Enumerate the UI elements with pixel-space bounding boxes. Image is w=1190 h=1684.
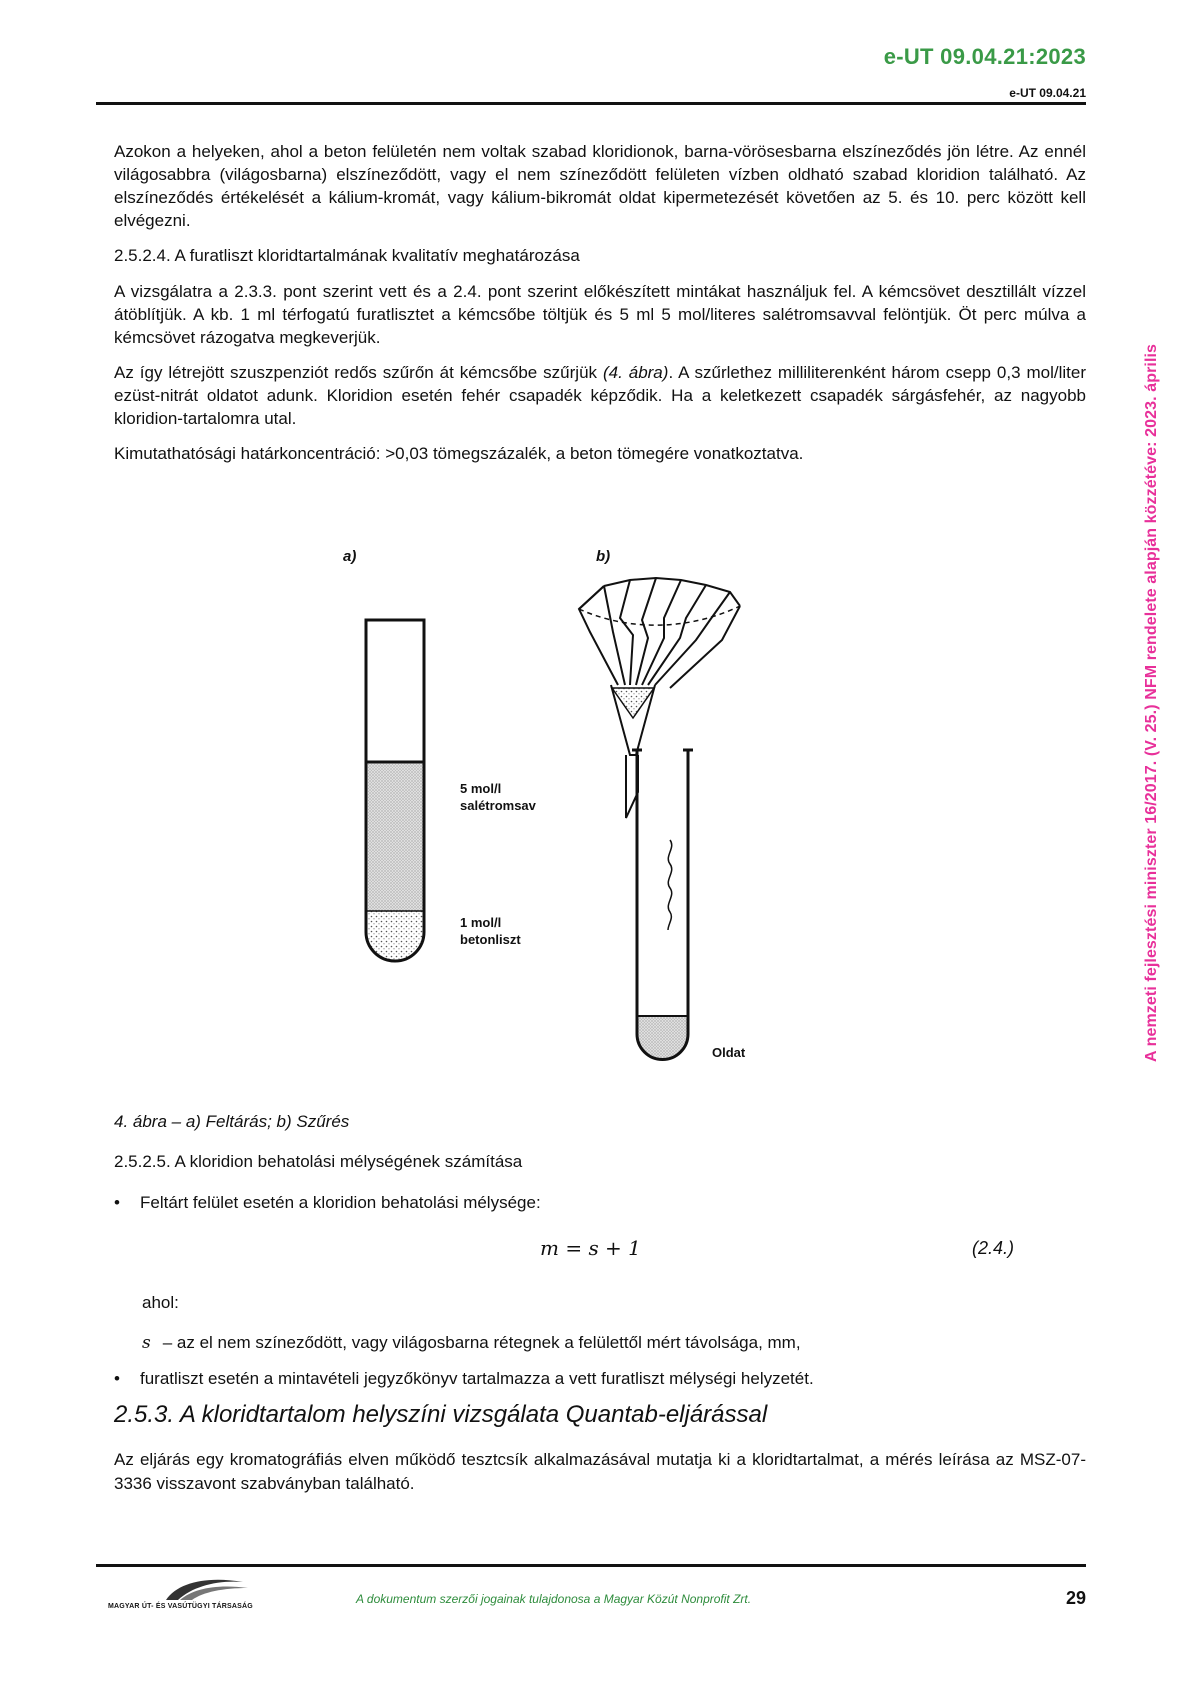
body-text [114, 140, 1086, 477]
figure-label-b: b) [596, 548, 611, 565]
bullet-item-1-text: Feltárt felület esetén a kloridion behatolási mélysége: [140, 1193, 541, 1212]
figure-reference: (4. ábra) [602, 363, 669, 382]
doc-code-small: e-UT 09.04.21 [1009, 86, 1086, 100]
bullet-item-2-text: furatliszt esetén a mintavételi jegyzőkönyv tartalmazza a vett furatliszt mélységi helyzetét. [140, 1369, 814, 1388]
acid-annotation-line-2: salétromsav [460, 798, 536, 813]
paragraph-3-part-b: . A szűrlethez milliliterenként három csepp 0,3 mol/liter ezüst-nitrát oldatot adunk. Kloridion esetén fehér csapadék képződik. Ha a keletkezett csapadék sárgásfehér, az nagyobb kloridion-tartalomra utal. [114, 363, 1087, 428]
heading-253: 2.5.3. A kloridtartalom helyszíni vizsgálata Quantab-eljárással [114, 1401, 768, 1428]
symbol-definition-text: – az el nem színeződött, vagy világosbarna rétegnek a felülettől mért távolsága, mm, [162, 1333, 801, 1352]
heading-2525: 2.5.2.5. A kloridion behatolási mélységének számítása [114, 1152, 523, 1171]
formula-number: (2.4.) [972, 1238, 1015, 1258]
page-number: 29 [1065, 1588, 1086, 1608]
bottom-rule [96, 1564, 1086, 1567]
paragraph-2: A vizsgálatra a 2.3.3. pont szerint vett és a 2.4. pont szerint előkészített mintákat használjuk fel. A kémcsövet desztillált vízzel átöblítjük. A kb. 1 ml térfogatú furatlisztet a kémcsőbe töltjük és 5 ml 5 mol/literes salétromsavval felöntjük. Öt perc múlva a kémcsövet rázogatva megkeverjük. [114, 282, 1086, 347]
figure-4 [330, 540, 850, 1100]
footer-logo [108, 1570, 268, 1620]
bullet-icon: • [114, 1193, 120, 1212]
formula: m = s + 1 [540, 1236, 641, 1260]
powder-annotation-line-1: 1 mol/l [460, 915, 502, 930]
where-label: ahol: [142, 1293, 179, 1312]
solution-annotation: Oldat [712, 1045, 746, 1060]
bullet-item-2 [114, 1369, 814, 1389]
paragraph-3-part-a: Az így létrejött szuszpenziót redős szűrőn át kémcsőbe szűrjük [114, 363, 603, 382]
logo-swoosh-icon [108, 1570, 268, 1604]
doc-code: e-UT 09.04.21:2023 [883, 44, 1086, 69]
bullet-item-1 [114, 1193, 541, 1213]
paragraph-253: Az eljárás egy kromatográfiás elven működő tesztcsík alkalmazásával mutatja ki a kloridtartalmat, a mérés leírása az MSZ-07-3336 visszavont szabványban található. [114, 1450, 1086, 1493]
acid-annotation-line-1: 5 mol/l [460, 781, 502, 796]
figure-caption: 4. ábra – a) Feltárás; b) Szűrés [114, 1112, 350, 1131]
paragraph-3 [114, 361, 1086, 430]
heading-2524: 2.5.2.4. A furatliszt kloridtartalmának kvalitatív meghatározása [114, 246, 580, 265]
filter-setup-b [579, 578, 740, 1060]
paragraph-1: Azokon a helyeken, ahol a beton felületén nem voltak szabad kloridionok, barna-vörösesbarna elszíneződés jön létre. Az ennél világosabbra (világosbarna) elszíneződött, vagy el nem színeződött felületen vízben oldható szabad kloridion található. Az elszíneződés értékelését a kálium-kromát, vagy kálium-bikromát oldat kipermetezését követően az 5. és 10. perc között kell elvégezni. [114, 142, 1086, 230]
figure-drawing [330, 540, 850, 1100]
tube-outline-b [637, 750, 688, 1060]
test-tube-a [366, 620, 424, 961]
acid-annotation [460, 780, 536, 814]
acid-layer [366, 762, 424, 911]
bullet-icon: • [114, 1369, 120, 1388]
symbol-definition [142, 1333, 801, 1353]
figure-label-a: a) [343, 548, 357, 565]
powder-annotation [460, 914, 521, 948]
logo-text: MAGYAR ÚT- ÉS VASÚTÜGYI TÁRSASÁG [108, 1603, 253, 1610]
footer-copyright: A dokumentum szerzői jogainak tulajdonosa a Magyar Közút Nonprofit Zrt. [356, 1592, 752, 1606]
symbol: s [142, 1333, 151, 1353]
powder-annotation-line-2: betonliszt [460, 932, 521, 947]
top-rule [96, 102, 1086, 105]
side-note-text: A nemzeti fejlesztési miniszter 16/2017. (V. 25.) NFM rendelete alapján közzétéve: 2023. április [1143, 343, 1160, 1062]
paragraph-4: Kimutathatósági határkoncentráció: >0,03 tömegszázalék, a beton tömegére vonatkoztatva. [114, 444, 804, 463]
